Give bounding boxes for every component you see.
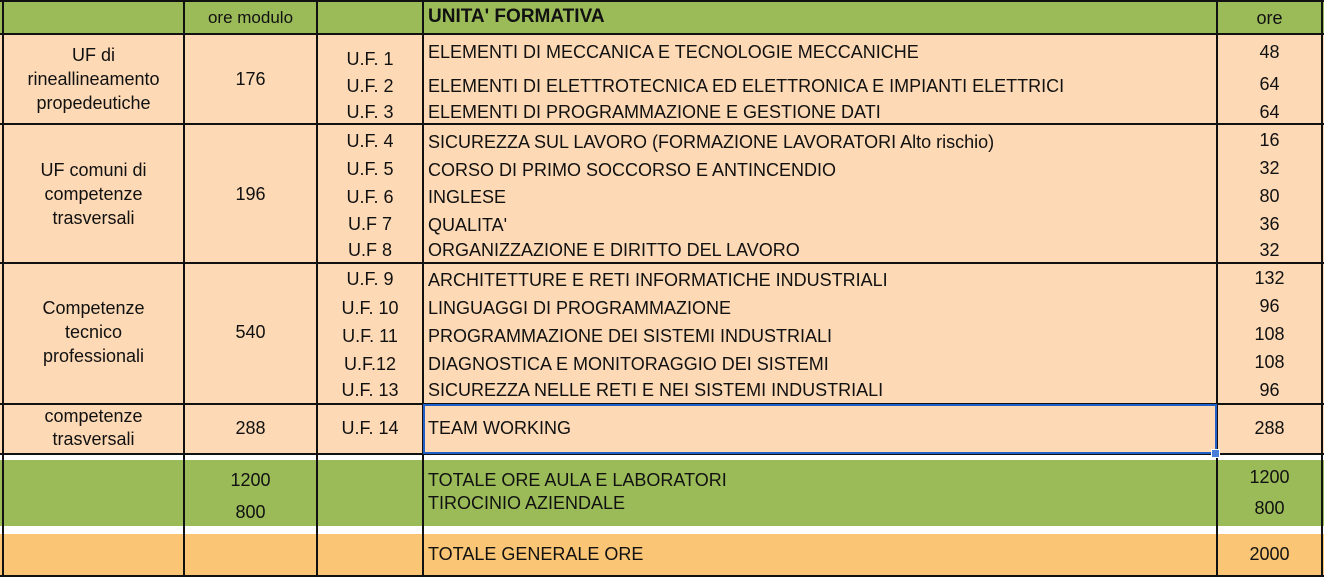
row-uf11-code[interactable]: U.F. 11 xyxy=(342,326,398,346)
group-1-label-line-3[interactable]: propedeutiche xyxy=(36,93,151,113)
grid-line-h6 xyxy=(0,575,1324,577)
grid-line-v5 xyxy=(1321,0,1323,577)
gap-white-2 xyxy=(0,526,1324,534)
header-ore[interactable]: ore xyxy=(1256,8,1283,28)
group-1-label-line-2[interactable]: rineallineamento xyxy=(27,69,160,89)
grand-total-ore[interactable]: 2000 xyxy=(1249,544,1290,564)
grid-line-h1 xyxy=(0,33,1324,35)
row-uf9-code[interactable]: U.F. 9 xyxy=(346,269,394,289)
row-uf2-ore[interactable]: 64 xyxy=(1259,74,1280,94)
row-uf5-ore[interactable]: 32 xyxy=(1259,158,1280,178)
row-uf8-ore[interactable]: 32 xyxy=(1259,240,1280,260)
group-4-ore-modulo[interactable]: 288 xyxy=(235,418,266,438)
group-2-ore-modulo[interactable]: 196 xyxy=(235,184,266,204)
row-uf7-code[interactable]: U.F 7 xyxy=(347,214,392,234)
row-uf11-title[interactable]: PROGRAMMAZIONE DEI SISTEMI INDUSTRIALI xyxy=(428,326,833,346)
selected-cell[interactable] xyxy=(423,404,1217,454)
group-3-ore-modulo[interactable]: 540 xyxy=(235,322,266,342)
row-uf12-ore[interactable]: 108 xyxy=(1254,352,1285,372)
header-ore-modulo[interactable]: ore modulo xyxy=(207,8,294,27)
row-uf10-ore[interactable]: 96 xyxy=(1259,296,1280,316)
totals-ore-modulo-2[interactable]: 800 xyxy=(235,502,266,522)
group-2-label-line-1[interactable]: UF comuni di xyxy=(40,160,147,180)
row-uf12-title[interactable]: DIAGNOSTICA E MONITORAGGIO DEI SISTEMI xyxy=(428,354,829,374)
group-4-label-line-1[interactable]: competenze xyxy=(44,406,143,426)
grid-line-h3 xyxy=(0,262,1324,264)
row-uf4-code[interactable]: U.F. 4 xyxy=(346,131,394,151)
group-4-label-line-2[interactable]: trasversali xyxy=(52,429,135,449)
row-uf6-code[interactable]: U.F. 6 xyxy=(346,187,394,207)
totals-ore-1[interactable]: 1200 xyxy=(1249,467,1290,487)
row-uf6-title[interactable]: INGLESE xyxy=(428,187,507,207)
row-uf8-title[interactable]: ORGANIZZAZIONE E DIRITTO DEL LAVORO xyxy=(428,240,800,260)
group-3-label-line-1[interactable]: Competenze xyxy=(42,298,145,318)
row-uf3-ore[interactable]: 64 xyxy=(1259,102,1280,122)
row-uf13-ore[interactable]: 96 xyxy=(1259,380,1280,400)
row-uf11-ore[interactable]: 108 xyxy=(1254,324,1285,344)
row-uf5-title[interactable]: CORSO DI PRIMO SOCCORSO E ANTINCENDIO xyxy=(428,160,837,180)
totals-label-2[interactable]: TIROCINIO AZIENDALE xyxy=(428,493,626,513)
row-uf13-code[interactable]: U.F. 13 xyxy=(341,380,399,400)
row-uf9-ore[interactable]: 132 xyxy=(1254,268,1285,288)
row-uf12-code[interactable]: U.F.12 xyxy=(343,354,397,374)
row-uf7-ore[interactable]: 36 xyxy=(1259,214,1280,234)
grand-total-label[interactable]: TOTALE GENERALE ORE xyxy=(428,544,644,564)
totals-ore-2[interactable]: 800 xyxy=(1254,498,1285,518)
grid-top-border xyxy=(0,0,1324,2)
group-2-label-line-3[interactable]: trasversali xyxy=(52,208,135,228)
grid-line-v3 xyxy=(422,0,424,577)
grid-line-h2 xyxy=(0,123,1324,125)
group-3-label-line-3[interactable]: professionali xyxy=(42,346,145,366)
group-3-label-line-2[interactable]: tecnico xyxy=(64,322,123,342)
row-uf1-code[interactable]: U.F. 1 xyxy=(346,49,394,69)
group-2-label-line-2[interactable]: competenze xyxy=(44,184,143,204)
row-uf4-ore[interactable]: 16 xyxy=(1259,130,1280,150)
row-uf1-ore[interactable]: 48 xyxy=(1259,42,1280,62)
row-uf13-title[interactable]: SICUREZZA NELLE RETI E NEI SISTEMI INDUSTRIALI xyxy=(428,380,884,400)
row-uf6-ore[interactable]: 80 xyxy=(1259,186,1280,206)
row-uf10-title[interactable]: LINGUAGGI DI PROGRAMMAZIONE xyxy=(428,298,732,318)
grand-total-row-bg xyxy=(0,534,1324,576)
row-uf3-code[interactable]: U.F. 3 xyxy=(346,102,394,122)
row-uf4-title[interactable]: SICUREZZA SUL LAVORO (FORMAZIONE LAVORATORI Alto rischio) xyxy=(428,132,995,152)
row-uf10-code[interactable]: U.F. 10 xyxy=(341,298,399,318)
row-uf9-title[interactable]: ARCHITETTURE E RETI INFORMATICHE INDUSTRIALI xyxy=(428,270,888,290)
row-uf2-title[interactable]: ELEMENTI DI ELETTROTECNICA ED ELETTRONICA E IMPIANTI ELETTRICI xyxy=(428,76,1065,96)
row-uf14-ore[interactable]: 288 xyxy=(1254,418,1285,438)
row-uf8-code[interactable]: U.F 8 xyxy=(347,240,392,260)
header-unita-formativa[interactable]: UNITA' FORMATIVA xyxy=(428,6,605,27)
row-uf14-title[interactable]: TEAM WORKING xyxy=(428,418,571,438)
row-uf2-code[interactable]: U.F. 2 xyxy=(346,76,394,96)
row-uf7-title[interactable]: QUALITA' xyxy=(428,215,508,235)
row-uf14-code[interactable]: U.F. 14 xyxy=(341,418,399,438)
totals-ore-modulo-1[interactable]: 1200 xyxy=(230,470,271,490)
group-1-ore-modulo[interactable]: 176 xyxy=(235,69,266,89)
group-1-label-line-1[interactable]: UF di xyxy=(71,45,115,65)
row-uf3-title[interactable]: ELEMENTI DI PROGRAMMAZIONE E GESTIONE DATI xyxy=(428,102,881,122)
selection-fill-handle[interactable] xyxy=(1211,449,1220,458)
totals-label-1[interactable]: TOTALE ORE AULA E LABORATORI xyxy=(428,470,727,490)
row-uf1-title[interactable]: ELEMENTI DI MECCANICA E TECNOLOGIE MECCANICHE xyxy=(428,42,919,62)
row-uf5-code[interactable]: U.F. 5 xyxy=(346,159,394,179)
